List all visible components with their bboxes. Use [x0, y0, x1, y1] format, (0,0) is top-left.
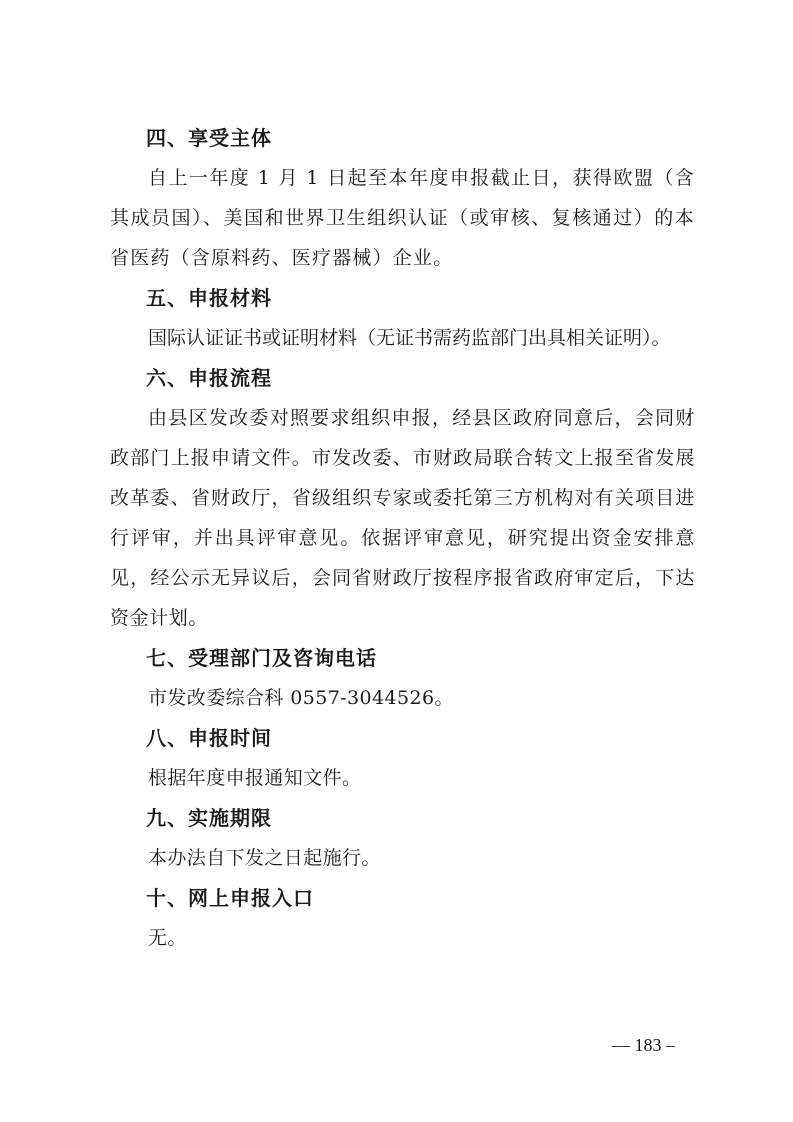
section-paragraph: 由县区发改委对照要求组织申报，经县区政府同意后，会同财政部门上报申请文件。市发改委、市财政局联合转文上报至省发展改革委、省财政厅，省级组织专家或委托第三方机构对有关项目进行评审，并出具评审意见。依据评审意见，研究提出资金安排意见，经公示无异议后，会同省财政厅按程序报省政府审定后，下达资金计划。	[110, 407, 695, 629]
section-heading: 六、申报流程	[146, 366, 272, 390]
section-contact	[110, 638, 695, 718]
document-body	[110, 118, 695, 958]
section-heading: 七、受理部门及咨询电话	[146, 646, 377, 670]
section-application-time	[110, 718, 695, 798]
section-heading: 五、申报材料	[146, 286, 272, 310]
section-implementation-period	[110, 798, 695, 878]
section-heading: 十、网上申报入口	[146, 886, 314, 910]
section-paragraph: 国际认证证书或证明材料（无证书需药监部门出具相关证明）。	[148, 327, 671, 349]
section-paragraph: 根据年度申报通知文件。	[148, 767, 362, 789]
section-paragraph: 无。	[148, 927, 187, 949]
section-materials	[110, 278, 695, 358]
section-heading: 四、享受主体	[146, 126, 272, 150]
section-heading: 九、实施期限	[146, 806, 272, 830]
section-online-portal	[110, 878, 695, 958]
section-beneficiaries	[110, 118, 695, 278]
section-paragraph: 自上一年度 1 月 1 日起至本年度申报截止日，获得欧盟（含其成员国）、美国和世界卫生组织认证（或审核、复核通过）的本省医药（含原料药、医疗器械）企业。	[110, 167, 695, 269]
section-procedure	[110, 358, 695, 638]
section-heading: 八、申报时间	[146, 726, 272, 750]
section-paragraph: 本办法自下发之日起施行。	[148, 847, 381, 869]
section-paragraph: 市发改委综合科 0557-3044526。	[148, 687, 454, 709]
page-number: — 183 –	[612, 1035, 675, 1055]
